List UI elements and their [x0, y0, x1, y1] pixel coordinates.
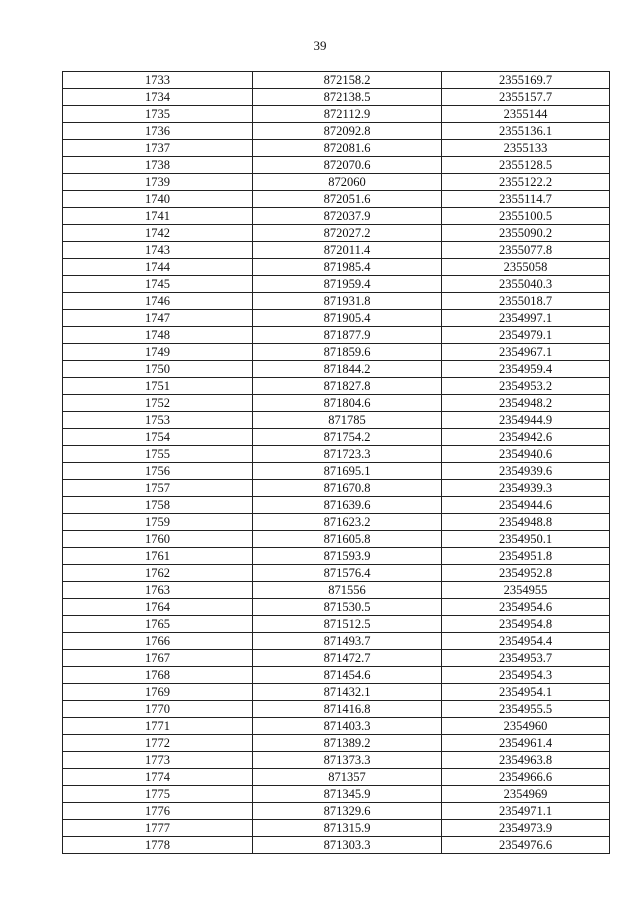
point-number-cell: 1733	[63, 72, 253, 89]
x-coordinate-cell: 871556	[253, 582, 442, 599]
x-coordinate-cell: 871859.6	[253, 344, 442, 361]
x-coordinate-cell: 871315.9	[253, 820, 442, 837]
point-number-cell: 1778	[63, 837, 253, 854]
point-number-cell: 1763	[63, 582, 253, 599]
x-coordinate-cell: 871605.8	[253, 531, 442, 548]
point-number-cell: 1747	[63, 310, 253, 327]
x-coordinate-cell: 871754.2	[253, 429, 442, 446]
table-row	[63, 548, 610, 565]
y-coordinate-cell: 2355058	[442, 259, 610, 276]
x-coordinate-cell: 871389.2	[253, 735, 442, 752]
table-row	[63, 72, 610, 89]
table-row	[63, 820, 610, 837]
x-coordinate-cell: 871512.5	[253, 616, 442, 633]
y-coordinate-cell: 2354955	[442, 582, 610, 599]
y-coordinate-cell: 2354940.6	[442, 446, 610, 463]
x-coordinate-cell: 872081.6	[253, 140, 442, 157]
point-number-cell: 1776	[63, 803, 253, 820]
table-body	[63, 72, 610, 854]
x-coordinate-cell: 871373.3	[253, 752, 442, 769]
point-number-cell: 1754	[63, 429, 253, 446]
y-coordinate-cell: 2354954.3	[442, 667, 610, 684]
point-number-cell: 1768	[63, 667, 253, 684]
x-coordinate-cell: 871670.8	[253, 480, 442, 497]
x-coordinate-cell: 871959.4	[253, 276, 442, 293]
point-number-cell: 1745	[63, 276, 253, 293]
point-number-cell: 1769	[63, 684, 253, 701]
y-coordinate-cell: 2354963.8	[442, 752, 610, 769]
x-coordinate-cell: 871416.8	[253, 701, 442, 718]
point-number-cell: 1746	[63, 293, 253, 310]
table-row	[63, 803, 610, 820]
point-number-cell: 1762	[63, 565, 253, 582]
table-row	[63, 361, 610, 378]
point-number-cell: 1753	[63, 412, 253, 429]
y-coordinate-cell: 2354966.6	[442, 769, 610, 786]
point-number-cell: 1757	[63, 480, 253, 497]
point-number-cell: 1761	[63, 548, 253, 565]
x-coordinate-cell: 872112.9	[253, 106, 442, 123]
x-coordinate-cell: 871357	[253, 769, 442, 786]
x-coordinate-cell: 871639.6	[253, 497, 442, 514]
table-row	[63, 616, 610, 633]
x-coordinate-cell: 871985.4	[253, 259, 442, 276]
page-number: 39	[313, 38, 327, 53]
x-coordinate-cell: 871530.5	[253, 599, 442, 616]
y-coordinate-cell: 2355122.2	[442, 174, 610, 191]
y-coordinate-cell: 2354948.2	[442, 395, 610, 412]
x-coordinate-cell: 872138.5	[253, 89, 442, 106]
point-number-cell: 1760	[63, 531, 253, 548]
table-row	[63, 276, 610, 293]
point-number-cell: 1773	[63, 752, 253, 769]
point-number-cell: 1755	[63, 446, 253, 463]
table-row	[63, 786, 610, 803]
y-coordinate-cell: 2354959.4	[442, 361, 610, 378]
table-row	[63, 514, 610, 531]
point-number-cell: 1748	[63, 327, 253, 344]
table-row	[63, 140, 610, 157]
x-coordinate-cell: 871695.1	[253, 463, 442, 480]
y-coordinate-cell: 2354960	[442, 718, 610, 735]
y-coordinate-cell: 2354955.5	[442, 701, 610, 718]
y-coordinate-cell: 2354942.6	[442, 429, 610, 446]
y-coordinate-cell: 2354951.8	[442, 548, 610, 565]
x-coordinate-cell: 871877.9	[253, 327, 442, 344]
table-row	[63, 89, 610, 106]
point-number-cell: 1740	[63, 191, 253, 208]
y-coordinate-cell: 2355128.5	[442, 157, 610, 174]
table-row	[63, 684, 610, 701]
x-coordinate-cell: 871454.6	[253, 667, 442, 684]
point-number-cell: 1735	[63, 106, 253, 123]
point-number-cell: 1736	[63, 123, 253, 140]
y-coordinate-cell: 2354939.3	[442, 480, 610, 497]
point-number-cell: 1737	[63, 140, 253, 157]
y-coordinate-cell: 2354969	[442, 786, 610, 803]
y-coordinate-cell: 2354997.1	[442, 310, 610, 327]
y-coordinate-cell: 2354954.8	[442, 616, 610, 633]
point-number-cell: 1764	[63, 599, 253, 616]
table-row	[63, 480, 610, 497]
point-number-cell: 1749	[63, 344, 253, 361]
y-coordinate-cell: 2354944.6	[442, 497, 610, 514]
table-row	[63, 395, 610, 412]
table-row	[63, 667, 610, 684]
point-number-cell: 1777	[63, 820, 253, 837]
y-coordinate-cell: 2355018.7	[442, 293, 610, 310]
y-coordinate-cell: 2354979.1	[442, 327, 610, 344]
table-row	[63, 650, 610, 667]
table-row	[63, 752, 610, 769]
x-coordinate-cell: 871785	[253, 412, 442, 429]
table-row	[63, 769, 610, 786]
y-coordinate-cell: 2354944.9	[442, 412, 610, 429]
table-row	[63, 412, 610, 429]
y-coordinate-cell: 2354954.4	[442, 633, 610, 650]
x-coordinate-cell: 871593.9	[253, 548, 442, 565]
y-coordinate-cell: 2354961.4	[442, 735, 610, 752]
point-number-cell: 1772	[63, 735, 253, 752]
table-row	[63, 582, 610, 599]
x-coordinate-cell: 872060	[253, 174, 442, 191]
table-row	[63, 446, 610, 463]
x-coordinate-cell: 871905.4	[253, 310, 442, 327]
x-coordinate-cell: 872092.8	[253, 123, 442, 140]
point-number-cell: 1765	[63, 616, 253, 633]
y-coordinate-cell: 2355136.1	[442, 123, 610, 140]
coordinates-table	[62, 71, 610, 854]
x-coordinate-cell: 872037.9	[253, 208, 442, 225]
table-row	[63, 310, 610, 327]
y-coordinate-cell: 2355169.7	[442, 72, 610, 89]
table-row	[63, 259, 610, 276]
table-row	[63, 701, 610, 718]
point-number-cell: 1739	[63, 174, 253, 191]
point-number-cell: 1758	[63, 497, 253, 514]
table-row	[63, 208, 610, 225]
x-coordinate-cell: 872027.2	[253, 225, 442, 242]
x-coordinate-cell: 871345.9	[253, 786, 442, 803]
x-coordinate-cell: 871804.6	[253, 395, 442, 412]
x-coordinate-cell: 871844.2	[253, 361, 442, 378]
point-number-cell: 1759	[63, 514, 253, 531]
y-coordinate-cell: 2355040.3	[442, 276, 610, 293]
table-row	[63, 191, 610, 208]
point-number-cell: 1734	[63, 89, 253, 106]
x-coordinate-cell: 871723.3	[253, 446, 442, 463]
x-coordinate-cell: 871472.7	[253, 650, 442, 667]
x-coordinate-cell: 871576.4	[253, 565, 442, 582]
point-number-cell: 1741	[63, 208, 253, 225]
point-number-cell: 1743	[63, 242, 253, 259]
y-coordinate-cell: 2354950.1	[442, 531, 610, 548]
table-row	[63, 293, 610, 310]
y-coordinate-cell: 2354953.7	[442, 650, 610, 667]
y-coordinate-cell: 2355090.2	[442, 225, 610, 242]
table-row	[63, 378, 610, 395]
table-row	[63, 242, 610, 259]
table-row	[63, 106, 610, 123]
table-row	[63, 633, 610, 650]
point-number-cell: 1752	[63, 395, 253, 412]
x-coordinate-cell: 871827.8	[253, 378, 442, 395]
y-coordinate-cell: 2354948.8	[442, 514, 610, 531]
table-row	[63, 157, 610, 174]
table-row	[63, 225, 610, 242]
point-number-cell: 1774	[63, 769, 253, 786]
y-coordinate-cell: 2354954.1	[442, 684, 610, 701]
table-row	[63, 174, 610, 191]
y-coordinate-cell: 2354971.1	[442, 803, 610, 820]
x-coordinate-cell: 872070.6	[253, 157, 442, 174]
y-coordinate-cell: 2354952.8	[442, 565, 610, 582]
y-coordinate-cell: 2354976.6	[442, 837, 610, 854]
table-row	[63, 327, 610, 344]
y-coordinate-cell: 2355133	[442, 140, 610, 157]
point-number-cell: 1766	[63, 633, 253, 650]
table-row	[63, 123, 610, 140]
x-coordinate-cell: 871432.1	[253, 684, 442, 701]
x-coordinate-cell: 872011.4	[253, 242, 442, 259]
table-row	[63, 531, 610, 548]
point-number-cell: 1771	[63, 718, 253, 735]
y-coordinate-cell: 2355077.8	[442, 242, 610, 259]
point-number-cell: 1775	[63, 786, 253, 803]
y-coordinate-cell: 2355144	[442, 106, 610, 123]
x-coordinate-cell: 871303.3	[253, 837, 442, 854]
point-number-cell: 1767	[63, 650, 253, 667]
table-row	[63, 735, 610, 752]
x-coordinate-cell: 871931.8	[253, 293, 442, 310]
y-coordinate-cell: 2354954.6	[442, 599, 610, 616]
point-number-cell: 1751	[63, 378, 253, 395]
y-coordinate-cell: 2354953.2	[442, 378, 610, 395]
x-coordinate-cell: 871329.6	[253, 803, 442, 820]
point-number-cell: 1750	[63, 361, 253, 378]
x-coordinate-cell: 871403.3	[253, 718, 442, 735]
x-coordinate-cell: 872051.6	[253, 191, 442, 208]
point-number-cell: 1770	[63, 701, 253, 718]
point-number-cell: 1738	[63, 157, 253, 174]
y-coordinate-cell: 2354939.6	[442, 463, 610, 480]
x-coordinate-cell: 872158.2	[253, 72, 442, 89]
table-row	[63, 718, 610, 735]
point-number-cell: 1756	[63, 463, 253, 480]
table-row	[63, 497, 610, 514]
y-coordinate-cell: 2354967.1	[442, 344, 610, 361]
table-row	[63, 429, 610, 446]
table-row	[63, 837, 610, 854]
y-coordinate-cell: 2355100.5	[442, 208, 610, 225]
x-coordinate-cell: 871623.2	[253, 514, 442, 531]
table-row	[63, 463, 610, 480]
table-row	[63, 599, 610, 616]
point-number-cell: 1744	[63, 259, 253, 276]
y-coordinate-cell: 2355157.7	[442, 89, 610, 106]
table-row	[63, 344, 610, 361]
y-coordinate-cell: 2354973.9	[442, 820, 610, 837]
y-coordinate-cell: 2355114.7	[442, 191, 610, 208]
x-coordinate-cell: 871493.7	[253, 633, 442, 650]
table-row	[63, 565, 610, 582]
point-number-cell: 1742	[63, 225, 253, 242]
